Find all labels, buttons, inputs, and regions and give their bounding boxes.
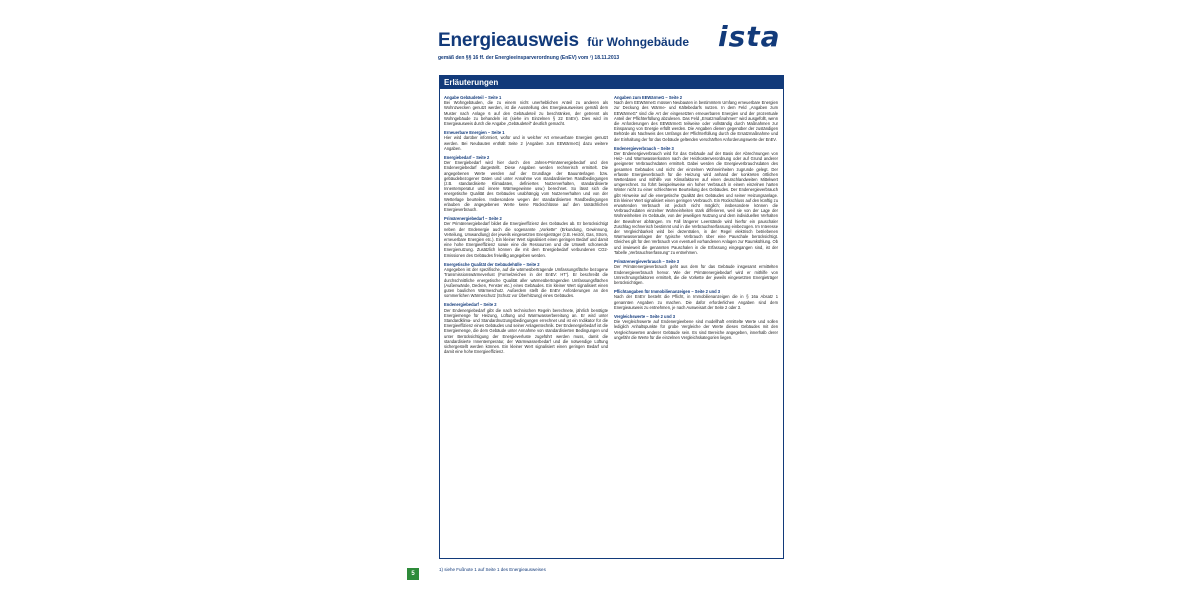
section-text: Hier wird darüber informiert, wofür und in welcher Art erneuerbare Energien genutzt werden. Bei Neubauten enthält Seite 2 (Angaben zum EEWärmeG) dazu weitere Angaben.: [444, 135, 608, 151]
section-text: Der Primärenergiebedarf bildet die Energieeffizienz des Gebäudes ab. Er berücksichtigt neben der Endenergie auch die sogenannte „Vorkette“ (Erkundung, Gewinnung, Verteilung, Umwandlung) der jeweils eingesetzten Energieträger (z.B. Heizöl, Gas, Strom, erneuerbare Energien etc.). Ein kleiner Wert signalisiert einen geringen Bedarf und damit eine hohe Energieeffizienz sowie eine die Ressourcen und die Umwelt schonende Energienutzung. Zusätzlich können die mit dem Energiebedarf verbundenen CO2-Emissionen des Gebäudes freiwillig angegeben werden.: [444, 221, 608, 258]
section-heading: Angabe Gebäudeteil – Seite 1: [444, 95, 502, 100]
section-heading: Endenergieverbrauch – Seite 3: [614, 145, 674, 151]
section-heading: Vergleichswerte – Seite 2 und 3: [614, 313, 675, 319]
section-text: Der Primärenergieverbrauch geht aus dem für das Gebäude insgesamt ermittelten Endenergieverbrauch hervor. Wie der Primärenergiebedarf wird er mithilfe von Umrechnungsfaktoren ermittelt, die die Vorkette der jeweils eingesetzten Energieträger berücksichtigen.: [614, 264, 778, 285]
title-regulation-line: gemäß den §§ 16 ff. der Energieeinsparverordnung (EnEV) vom ¹) 18.11.2013: [438, 55, 620, 61]
ista-logo: ista: [718, 20, 781, 53]
section-text: Der Endenergieverbrauch wird für das Gebäude auf der Basis der Abrechnungen von Heiz- und Warmwasserkosten nach der Heizkostenverordnung oder auf Grund anderer geeigneter Verbrauchsdaten ermittelt. Dabei werden die Energieverbrauchsdaten des gesamten Gebäudes und nicht der einzelnen Wohneinheiten zugrunde gelegt. Der erfasste Energieverbrauch für die Heizung wird anhand der konkreten örtlichen Wetterdaten und mithilfe von Klimafaktoren auf einen deutschlandweiten Mittelwert umgerechnet. So führt beispielsweise ein hoher Verbrauch in einem einzelnen harten Winter nicht zu einer schlechteren Beurteilung des Gebäudes. Der Endenergieverbrauch gibt Hinweise auf die energetische Qualität des Gebäudes und seiner Heizungsanlage. Ein kleiner Wert signalisiert einen geringen Verbrauch. Ein Rückschluss auf den künftig zu erwartenden Verbrauch ist jedoch nicht möglich; insbesondere können die Verbrauchsdaten einzelner Wohneinheiten stark differieren, weil sie von der Lage der Wohneinheiten im Gebäude, von der jeweiligen Nutzung und dem individuellen Verhalten der Bewohner abhängen. Im Fall längerer Leerstände wird hierfür ein pauschaler Zuschlag rechnerisch bestimmt und in die Verbrauchserfassung einbezogen. Im Interesse der Vergleichbarkeit wird bei dezentralen, in der Regel elektrisch betriebenen Warmwasseranlagen der typische Verbrauch über eine Pauschale berücksichtigt. Gleiches gilt für den Verbrauch von eventuell vorhandenen Anlagen zur Raumkühlung. Ob und inwieweit die genannten Pauschalen in die Erfassung eingegangen sind, ist der Tabelle „Verbrauchserfassung“ zu entnehmen.: [614, 151, 778, 255]
section-text: Die Vergleichswerte auf Endenergieebene sind modellhaft ermittelte Werte und sollen lediglich Anhaltspunkte für grobe Vergleiche der Werte dieses Gebäudes mit den Vergleichswerten anderer Gebäude sein. Es sind Bereiche angegeben, innerhalb derer ungefähr die Werte für die einzelnen Vergleichskategorien liegen.: [614, 319, 778, 340]
section-text: Bei Wohngebäuden, die zu einem nicht unerheblichen Anteil zu anderen als Wohnzwecken genutzt werden, ist die Ausstellung des Energieausweises gemäß dem Muster nach Anlage 6 auf den Gebäudeteil zu beschränken, der getrennt als Wohngebäude zu behandeln ist (siehe im Einzelnen § 22 EnEV). Dies wird im Energieausweis durch die Angabe „Gebäudeteil“ deutlich gemacht.: [444, 100, 608, 127]
section-heading: Endenergiebedarf – Seite 2: [444, 302, 497, 308]
section-heading: Energetische Qualität der Gebäudehülle – Seite 2: [444, 261, 540, 267]
title-main: Energieausweis: [438, 30, 579, 51]
explanations-header: Erläuterungen: [440, 76, 783, 89]
section-heading: Erneuerbare Energien – Seite 1: [444, 130, 505, 136]
section-text: Angegeben ist der spezifische, auf die wärmeübertragende Umfassungsfläche bezogene Transmissionswärmeverlust (Formelzeichen in der EnEV: HT’). Er beschreibt die durchschnittliche energetische Qualität aller wärmeübertragenden Umfassungsflächen (Außenwände, Decken, Fenster etc.) eines Gebäudes. Ein kleiner Wert signalisiert einen guten baulichen Wärmeschutz. Außerdem stellt die EnEV Anforderungen an den sommerlichen Wärmeschutz (Schutz vor Überhitzung) eines Gebäudes.: [444, 267, 608, 299]
page-number-badge: 5: [407, 568, 419, 580]
right-column: [614, 95, 778, 354]
left-column: [444, 95, 608, 354]
title-sub: für Wohngebäude: [587, 35, 690, 49]
section-text: Nach der EnEV besteht die Pflicht, in Immobilienanzeigen die in § 16a Absatz 1 genannten Angaben zu machen. Die dafür erforderlichen Angaben sind dem Energieausweis zu entnehmen, je nach Ausweisart der Seite 2 oder 3.: [614, 294, 778, 310]
section-heading: Energiebedarf – Seite 2: [444, 155, 490, 161]
explanations-box: [439, 75, 784, 559]
document-title: [438, 30, 689, 52]
footnote: 1) siehe Fußnote 1 auf Seite 1 des Energieausweises: [439, 567, 546, 572]
section-heading: Angaben zum EEWärmeG – Seite 2: [614, 95, 683, 100]
section-text: Der Energiebedarf wird hier durch den Jahres-Primärenergiebedarf und den Endenergiebedarf dargestellt. Diese Angaben werden rechnerisch ermittelt. Die angegebenen Werte werden auf der Grundlage der Bauunterlagen bzw. gebäudebezogener Daten und unter Annahme von standardisierten Randbedingungen (z.B. standardisierte Klimadaten, definiertes Nutzerverhalten, standardisierte Innentemperatur und innere Wärmegewinne usw.) berechnet. So lässt sich die energetische Qualität des Gebäudes unabhängig vom Nutzerverhalten und von der Wetterlage beurteilen. Insbesondere wegen der standardisierten Randbedingungen erlauben die angegebenen Werte keine Rückschlüsse auf den tatsächlichen Energieverbrauch.: [444, 160, 608, 213]
section-heading: Primärenergiebedarf – Seite 2: [444, 216, 502, 222]
section-text: Nach dem EEWärmeG müssen Neubauten in bestimmtem Umfang erneuerbare Energien zur Deckung des Wärme- und Kältebedarfs nutzen. In dem Feld „Angaben zum EEWärmeG“ sind die Art der eingesetzten erneuerbaren Energien und der prozentuale Anteil der Pflichterfüllung abzulesen. Das Feld „Ersatzmaßnahmen“ wird ausgefüllt, wenn die Anforderungen des EEWärmeG teilweise oder vollständig durch Maßnahmen zur Einsparung von Energie erfüllt werden. Die Angaben dienen gegenüber der zuständigen Behörde als Nachweis des Umfangs der Pflichterfüllung durch die Ersatzmaßnahme und der Einhaltung der für das Gebäude geltenden verschärften Anforderungswerte der EnEV.: [614, 100, 778, 142]
section-heading: Primärenergieverbrauch – Seite 3: [614, 259, 680, 265]
section-text: Der Endenergiebedarf gibt die nach technischen Regeln berechnete, jährlich benötigte Energiemenge für Heizung, Lüftung und Warmwasserbereitung an. Er wird unter Standardklima- und Standardnutzungsbedingungen errechnet und ist ein Indikator für die Energieeffizienz eines Gebäudes und seiner Anlagentechnik. Der Endenergiebedarf ist die Energiemenge, die dem Gebäude unter Annahme von standardisierten Bedingungen und unter Berücksichtigung der Energieverluste zugeführt werden muss, damit die standardisierte Innentemperatur, der Warmwasserbedarf und die notwendige Lüftung sichergestellt werden können. Ein kleiner Wert signalisiert einen geringen Bedarf und damit eine hohe Energieeffizienz.: [444, 307, 608, 355]
section-heading: Pflichtangaben für Immobilienanzeigen – Seite 2 und 3: [614, 289, 721, 295]
